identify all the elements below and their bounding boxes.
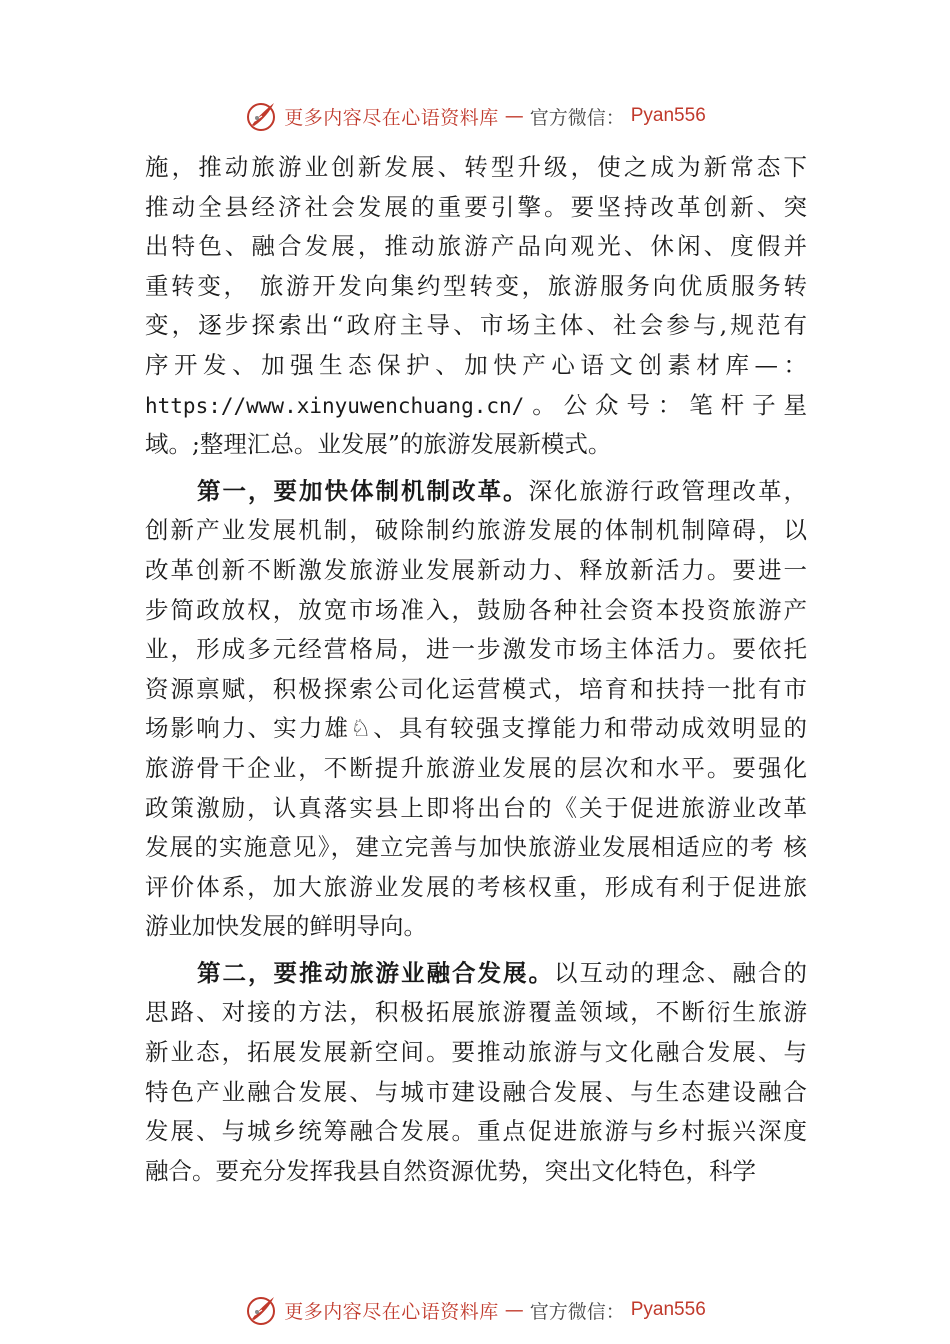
banner-official-label: 官方微信： — [529, 1300, 625, 1323]
text-run: 以互动的理念、融合的 — [554, 958, 807, 987]
text-line: 施，推动旅游业创新发展、转型升级，使之成为新常态下 — [145, 153, 807, 181]
text-run: 深化旅游行政管理改革， — [528, 476, 807, 505]
text-line: 创新产业发展机制，破除制约旅游发展的体制机制障碍，以 — [145, 516, 807, 545]
header-banner — [0, 96, 950, 136]
quill-logo-icon — [244, 99, 278, 133]
text-line: 政策激励，认真落实县上即将出台的《关于促进旅游业改革 — [145, 793, 807, 822]
text-line: 发展、与城乡统筹融合发展。重点促进旅游与乡村振兴深度 — [145, 1117, 807, 1146]
url-tail-text: 。公众号：笔杆子星 — [524, 390, 807, 419]
text-line: 特色产业融合发展、与城市建设融合发展、与生态建设融合 — [145, 1077, 807, 1106]
footer-banner — [0, 1290, 950, 1330]
text-line: 域。;整理汇总。业发展”的旅游发展新模式。 — [145, 430, 612, 459]
text-line: 旅游骨干企业，不断提升旅游业发展的层次和水平。要强化 — [145, 753, 807, 782]
banner-dash: — — [504, 1299, 524, 1321]
source-url: https://www.xinyuwenchuang.cn/ — [145, 393, 525, 418]
banner-wechat-id: Pyan556 — [630, 105, 706, 126]
paragraph-first-line — [145, 954, 807, 994]
text-line: 资源禀赋，积极探索公司化运营模式，培育和扶持一批有市 — [145, 674, 807, 703]
banner-wechat-id: Pyan556 — [630, 1299, 706, 1320]
quill-logo-icon — [244, 1293, 278, 1327]
text-line: 步简政放权，放宽市场准入，鼓励各种社会资本投资旅游产 — [145, 595, 807, 624]
text-line: 新业态，拓展发展新空间。要推动旅游与文化融合发展、与 — [145, 1038, 807, 1067]
text-line: 推动全县经济社会发展的重要引擎。要坚持改革创新、突 — [145, 192, 807, 221]
banner-official-label: 官方微信： — [529, 106, 625, 129]
banner-dash: — — [504, 105, 524, 127]
text-line: 游业加快发展的鲜明导向。 — [145, 912, 427, 941]
text-line: 重转变， 旅游开发向集约型转变，旅游服务向优质服务转 — [145, 271, 807, 300]
text-line: 序开发、加强生态保护、加快产心语文创素材库—： — [145, 350, 807, 379]
text-line: 融合。要充分发挥我县自然资源优势，突出文化特色，科学 — [145, 1156, 756, 1185]
text-line: 发展的实施意见》，建立完善与加快旅游业发展相适应的考 核 — [145, 833, 807, 862]
document-body — [145, 148, 807, 1191]
section-heading-2: 第二，要推动旅游业融合发展。 — [195, 958, 554, 987]
section-heading-1: 第一，要加快体制机制改革。 — [195, 476, 529, 505]
text-line: 思路、对接的方法，积极拓展旅游覆盖领域，不断衍生旅游 — [145, 998, 807, 1027]
paragraph-first-line — [145, 472, 807, 512]
banner-library-text: 更多内容尽在心语资料库 — [284, 1300, 499, 1323]
text-line: 变，逐步探索出“政府主导、市场主体、社会参与,规范有 — [145, 311, 807, 340]
text-line: 业，形成多元经营格局，进一步激发市场主体活力。要依托 — [145, 635, 807, 664]
text-line: 评价体系，加大旅游业发展的考核权重，形成有利于促进旅 — [145, 872, 807, 901]
text-line: 出特色、融合发展，推动旅游产品向观光、休闲、度假并 — [145, 232, 807, 261]
banner-library-text: 更多内容尽在心语资料库 — [284, 106, 499, 129]
text-line: 改革创新不断激发旅游业发展新动力、释放新活力。要进一 — [145, 555, 807, 584]
url-line — [145, 386, 807, 426]
text-line: 场影响力、实力雄♘、具有较强支撑能力和带动成效明显的 — [145, 714, 807, 743]
